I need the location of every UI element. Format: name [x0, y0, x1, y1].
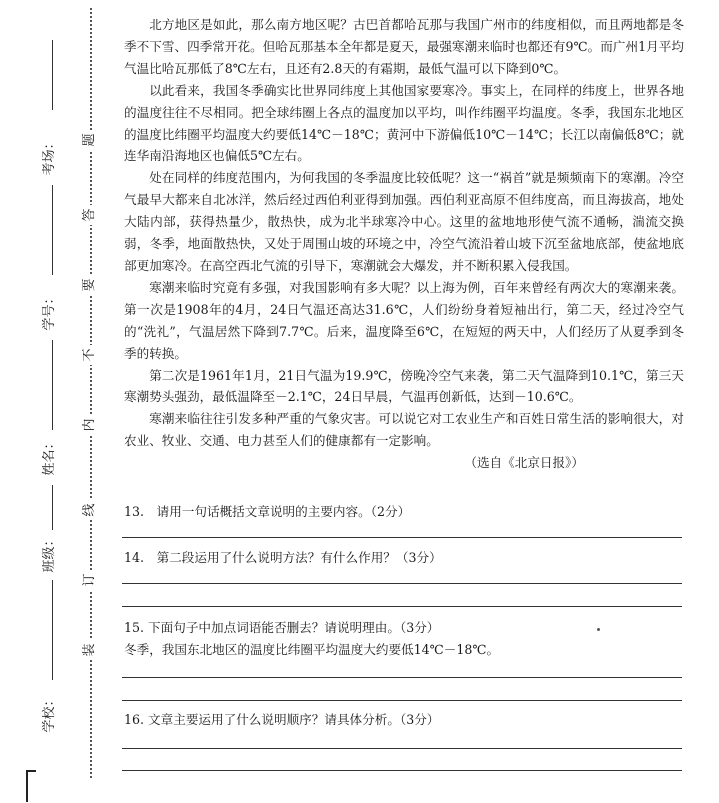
question-13: 13. 请用一句话概括文章说明的主要内容。（2分）: [124, 504, 411, 519]
margin-char-ding: 订: [80, 570, 100, 590]
answer-line-15b[interactable]: [122, 700, 682, 701]
article-paragraph-6: 寒潮来临往往引发多种严重的气象灾害。可以说它对工农业生产和百姓日常生活的影响很大，对农业、牧业、交通、电力甚至人们的健康都有一定影响。: [124, 411, 684, 449]
margin-char-yao: 要: [80, 275, 100, 295]
corner-mark: [26, 770, 36, 802]
exam-room-fill-line: [52, 40, 53, 110]
answer-line-14b[interactable]: [122, 606, 682, 607]
binding-dotted-line: [90, 8, 92, 778]
article-paragraph-3: 处在同样的纬度范围内，为何我国的冬季温度比较低呢？这一“祸首”就是频频南下的寒潮。冷空气最早大都来自北冰洋，然后经过西伯利亚得到加强。西伯利亚高原不但纬度高，而且海拔高，地处大陆内部，获得热量少，散热快，成为北半球寒冷中心。这里的盆地地形使气流不通畅，湍流交换弱，冬季，地面散热快，又处于周围山坡的环境之中，冷空气流沿着山坡下沉至盆地底部，使盆地底部更加寒冷。在高空西北气流的引导下，寒潮就会大爆发，并不断积累入侵我国。: [124, 170, 684, 273]
answer-line-15a[interactable]: [122, 677, 682, 678]
article-source: （选自《北京日报》）: [464, 455, 584, 471]
student-id-fill-line: [52, 185, 53, 275]
stray-dot: [597, 628, 600, 631]
article-paragraph-2: 以此看来，我国冬季确实比世界同纬度上其他国家要寒冷。事实上，在同样的纬度上，世界各地的温度往往不尽相同。把全球纬圈上各点的温度加以平均，叫作纬圈平均温度。冬季，我国东北地区的温度比纬圈平均温度大约要低14℃－18℃；黄河中下游偏低10℃－14℃；长江以南偏低8℃；就连华南沿海地区也偏低5℃左右。: [124, 82, 684, 164]
student-id-label: 学号：: [42, 291, 57, 331]
school-label: 学校：: [42, 693, 57, 733]
article-paragraph-1: 北方地区是如此，那么南方地区呢？古巴首都哈瓦那与我国广州市的纬度相似，而且两地都是冬季不下雪、四季常开花。但哈瓦那基本全年都是夏天，最强寒潮来临时也都还有9℃。而广州1月平均气温比哈瓦那低了8℃左右，且还有2.8天的有霜期，最低气温可以下降到0℃。: [124, 17, 684, 76]
article-paragraph-4: 寒潮来临时究竟有多强，对我国影响有多大呢？以上海为例，百年来曾经有两次大的寒潮来袭。第一次是1908年的4月，24日气温还高达31.6℃，人们纷纷身着短袖出行，第二天，经过冷空气的“洗礼”，气温居然下降到7.7℃。后来，温度降至6℃，在短短的两天中，人们经历了从夏季到冬季的转换。: [124, 279, 684, 361]
answer-line-14a[interactable]: [122, 583, 682, 584]
class-fill-line: [52, 485, 53, 530]
margin-char-bu: 不: [80, 345, 100, 365]
name-label: 姓名：: [42, 436, 57, 476]
margin-char-nei: 内: [80, 415, 100, 435]
binding-margin: [0, 0, 95, 803]
question-15-quote: 冬季，我国东北地区的温度比纬圈平均温度大约要低14℃－18℃。: [124, 642, 500, 657]
answer-line-16b[interactable]: [122, 770, 682, 771]
margin-char-ti: 题: [80, 130, 100, 150]
question-15: 15. 下面句子中加点词语能否删去？请说明理由。（3分）: [124, 620, 440, 635]
school-fill-line: [52, 580, 53, 680]
article-body: [124, 14, 684, 474]
exam-room-label: 考场：: [42, 136, 57, 176]
answer-line-13[interactable]: [122, 537, 682, 538]
class-label: 班级：: [42, 533, 57, 573]
margin-char-zhuang: 装: [80, 640, 100, 660]
margin-char-da: 答: [80, 205, 100, 225]
margin-char-xian: 线: [80, 500, 100, 520]
article-paragraph-5: 第二次是1961年1月，21日气温为19.9℃，傍晚冷空气来袭，第二天气温降到10.1℃，第三天寒潮势头强劲，最低温降至－2.1℃，24日早晨，气温再创新低，达到－10.6℃。: [124, 367, 684, 405]
question-14: 14. 第二段运用了什么说明方法？有什么作用？（3分）: [124, 550, 442, 565]
question-16: 16. 文章主要运用了什么说明顺序？请具体分析。（3分）: [124, 712, 440, 727]
name-fill-line: [52, 340, 53, 430]
answer-line-16a[interactable]: [122, 748, 682, 749]
